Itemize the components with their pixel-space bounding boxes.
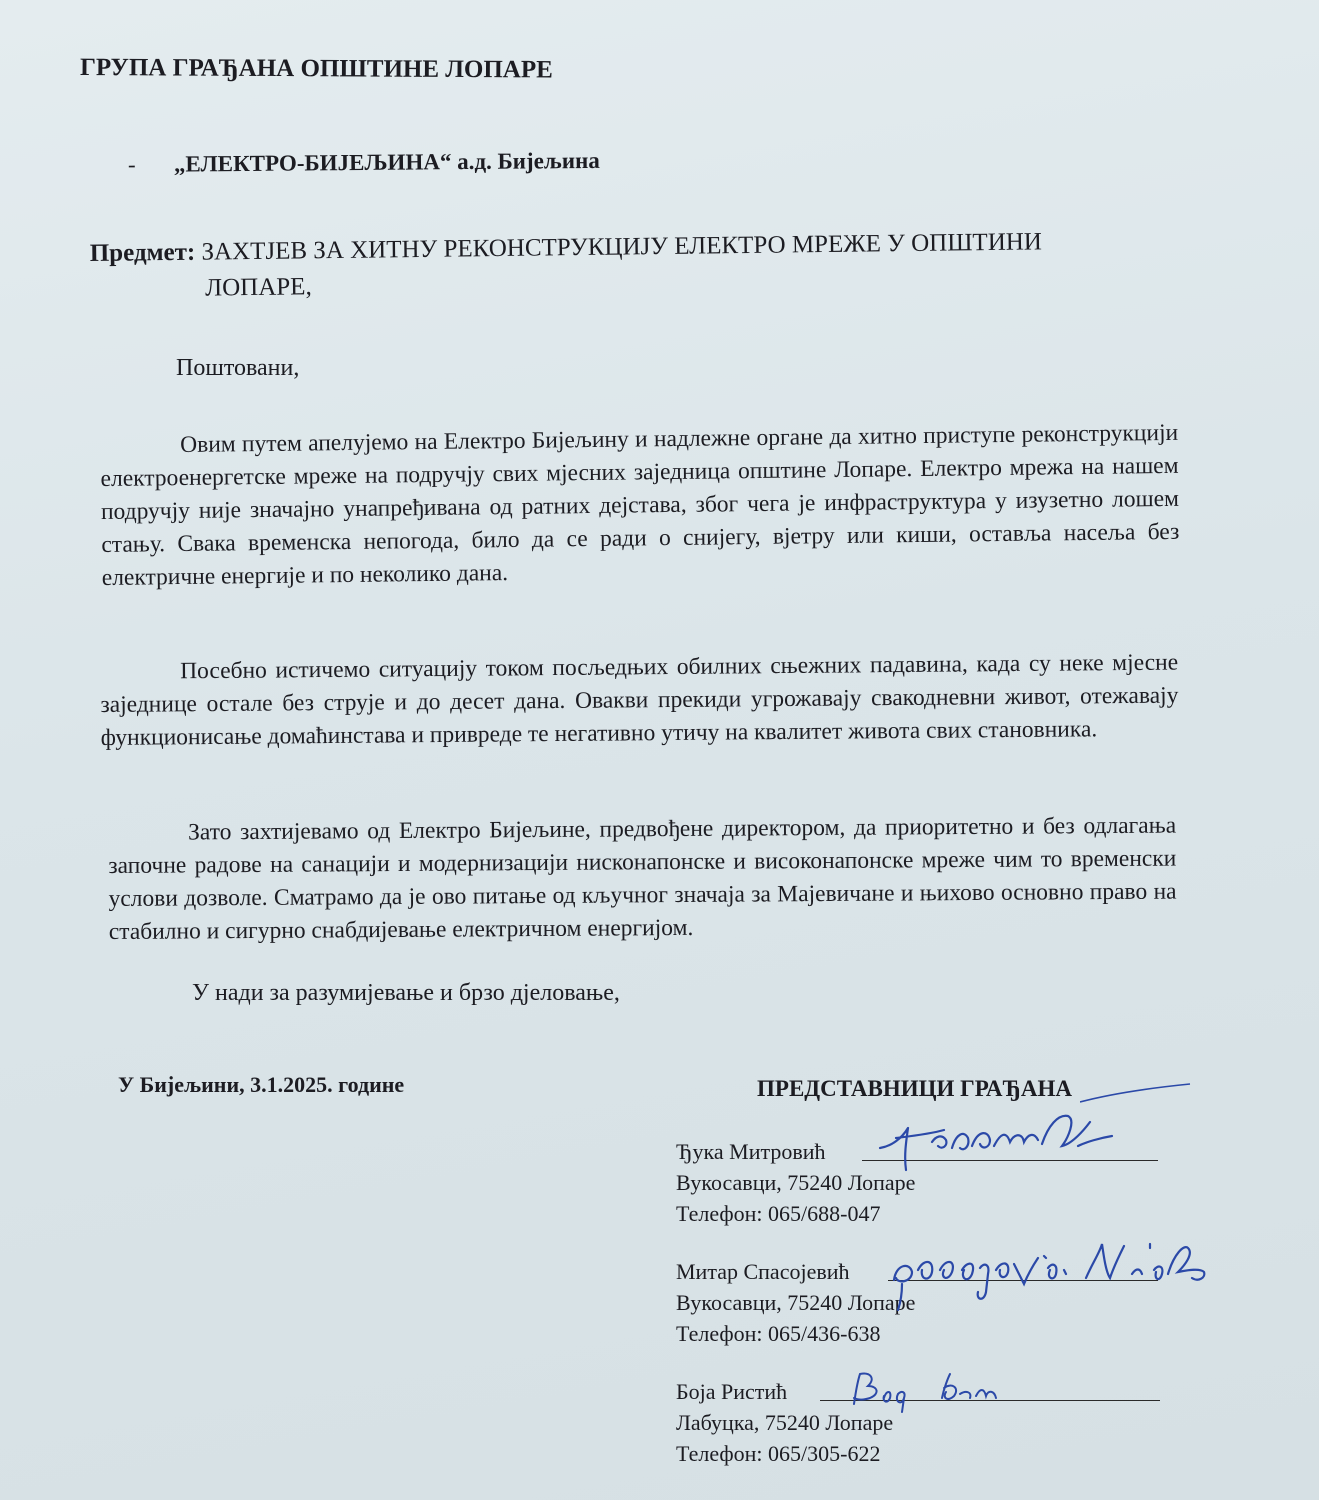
representative-phone: Телефон: 065/436-638 (676, 1321, 881, 1346)
signature-3-handwritten (844, 1368, 1064, 1418)
representative-address: Лабуцка, 75240 Лопаре (676, 1410, 894, 1435)
representative-address: Вукосавци, 75240 Лопаре (676, 1290, 916, 1315)
letter-header: ГРУПА ГРАЂАНА ОПШТИНЕ ЛОПАРЕ (79, 54, 553, 84)
recipient-line (128, 148, 600, 178)
subject-line-2: ЛОПАРЕ, (205, 273, 312, 302)
representative-phone: Телефон: 065/688-047 (676, 1201, 881, 1226)
signature-1-handwritten (872, 1108, 1132, 1178)
representative-name: Боја Ристић (676, 1379, 788, 1404)
representative-2 (676, 1256, 915, 1349)
subject-block (90, 228, 1043, 304)
representatives-title: ПРЕДСТАВНИЦИ ГРАЂАНА (757, 1076, 1073, 1101)
representative-name: Митар Спасојевић (676, 1259, 850, 1284)
greeting: Поштовани, (176, 355, 300, 381)
body-paragraph-1: Овим путем апелујемо на Електро Бијељину и надлежне органе да хитно приступе реконструкцији електроенергетске мреже на подручју свих мјесних заједница општине Лопаре. Електро мрежа на нашем подручју није значајно унапређивана од ратних дејстава, због чега је инфраструктура у изузетно лошем стању. Свака временска непогода, било да се ради о снијегу, вјетру или киши, оставља насеља без електричне енергије и по неколико дана. (100, 419, 1180, 591)
body-paragraph-3: Зато захтијевамо од Електро Бијељине, предвођене директором, да приоритетно и без одлагања започне радове на санацији и модернизацији нисконапонске и високонапонске мреже чим то временски услови дозволе. Сматрамо да је ово питање од кључног значаја за Мајевичане и њихово основно право на стабилно и сигурно снабдијевање електричном енергијом. (108, 812, 1177, 945)
recipient-name: „ЕЛЕКТРО-БИЈЕЉИНА“ а.д. Бијељина (173, 147, 600, 177)
place-date: У Бијељини, 3.1.2025. године (118, 1072, 405, 1097)
closing-line: У нади за разумијевање и брзо дјеловање, (192, 980, 620, 1006)
representative-1 (676, 1136, 915, 1229)
signature-stroke-mark (1080, 1080, 1200, 1110)
signature-2-handwritten (888, 1234, 1288, 1314)
representative-3 (676, 1376, 893, 1469)
representative-name-row (676, 1256, 915, 1287)
subject-line-1: ЗАХТЈЕВ ЗА ХИТНУ РЕКОНСТРУКЦИЈУ ЕЛЕКТРО МРЕЖЕ У ОПШТИНИ (201, 228, 1043, 266)
representative-name: Ђука Митровић (676, 1139, 826, 1164)
subject-label: Предмет: (89, 238, 196, 268)
representative-phone: Телефон: 065/305-622 (676, 1441, 881, 1466)
body-paragraph-2: Посебно истичемо ситуацију током посљедњих обилних сњежних падавина, када су неке мјесне заједнице остале без струје и до десет дана. Овакви прекиди угрожавају свакодневни живот, отежавају функционисање домаћинстава и привреде те негативно утичу на квалитет живота свих становника. (100, 649, 1179, 751)
representative-address: Вукосавци, 75240 Лопаре (676, 1170, 916, 1195)
recipient-dash: - (127, 151, 136, 177)
